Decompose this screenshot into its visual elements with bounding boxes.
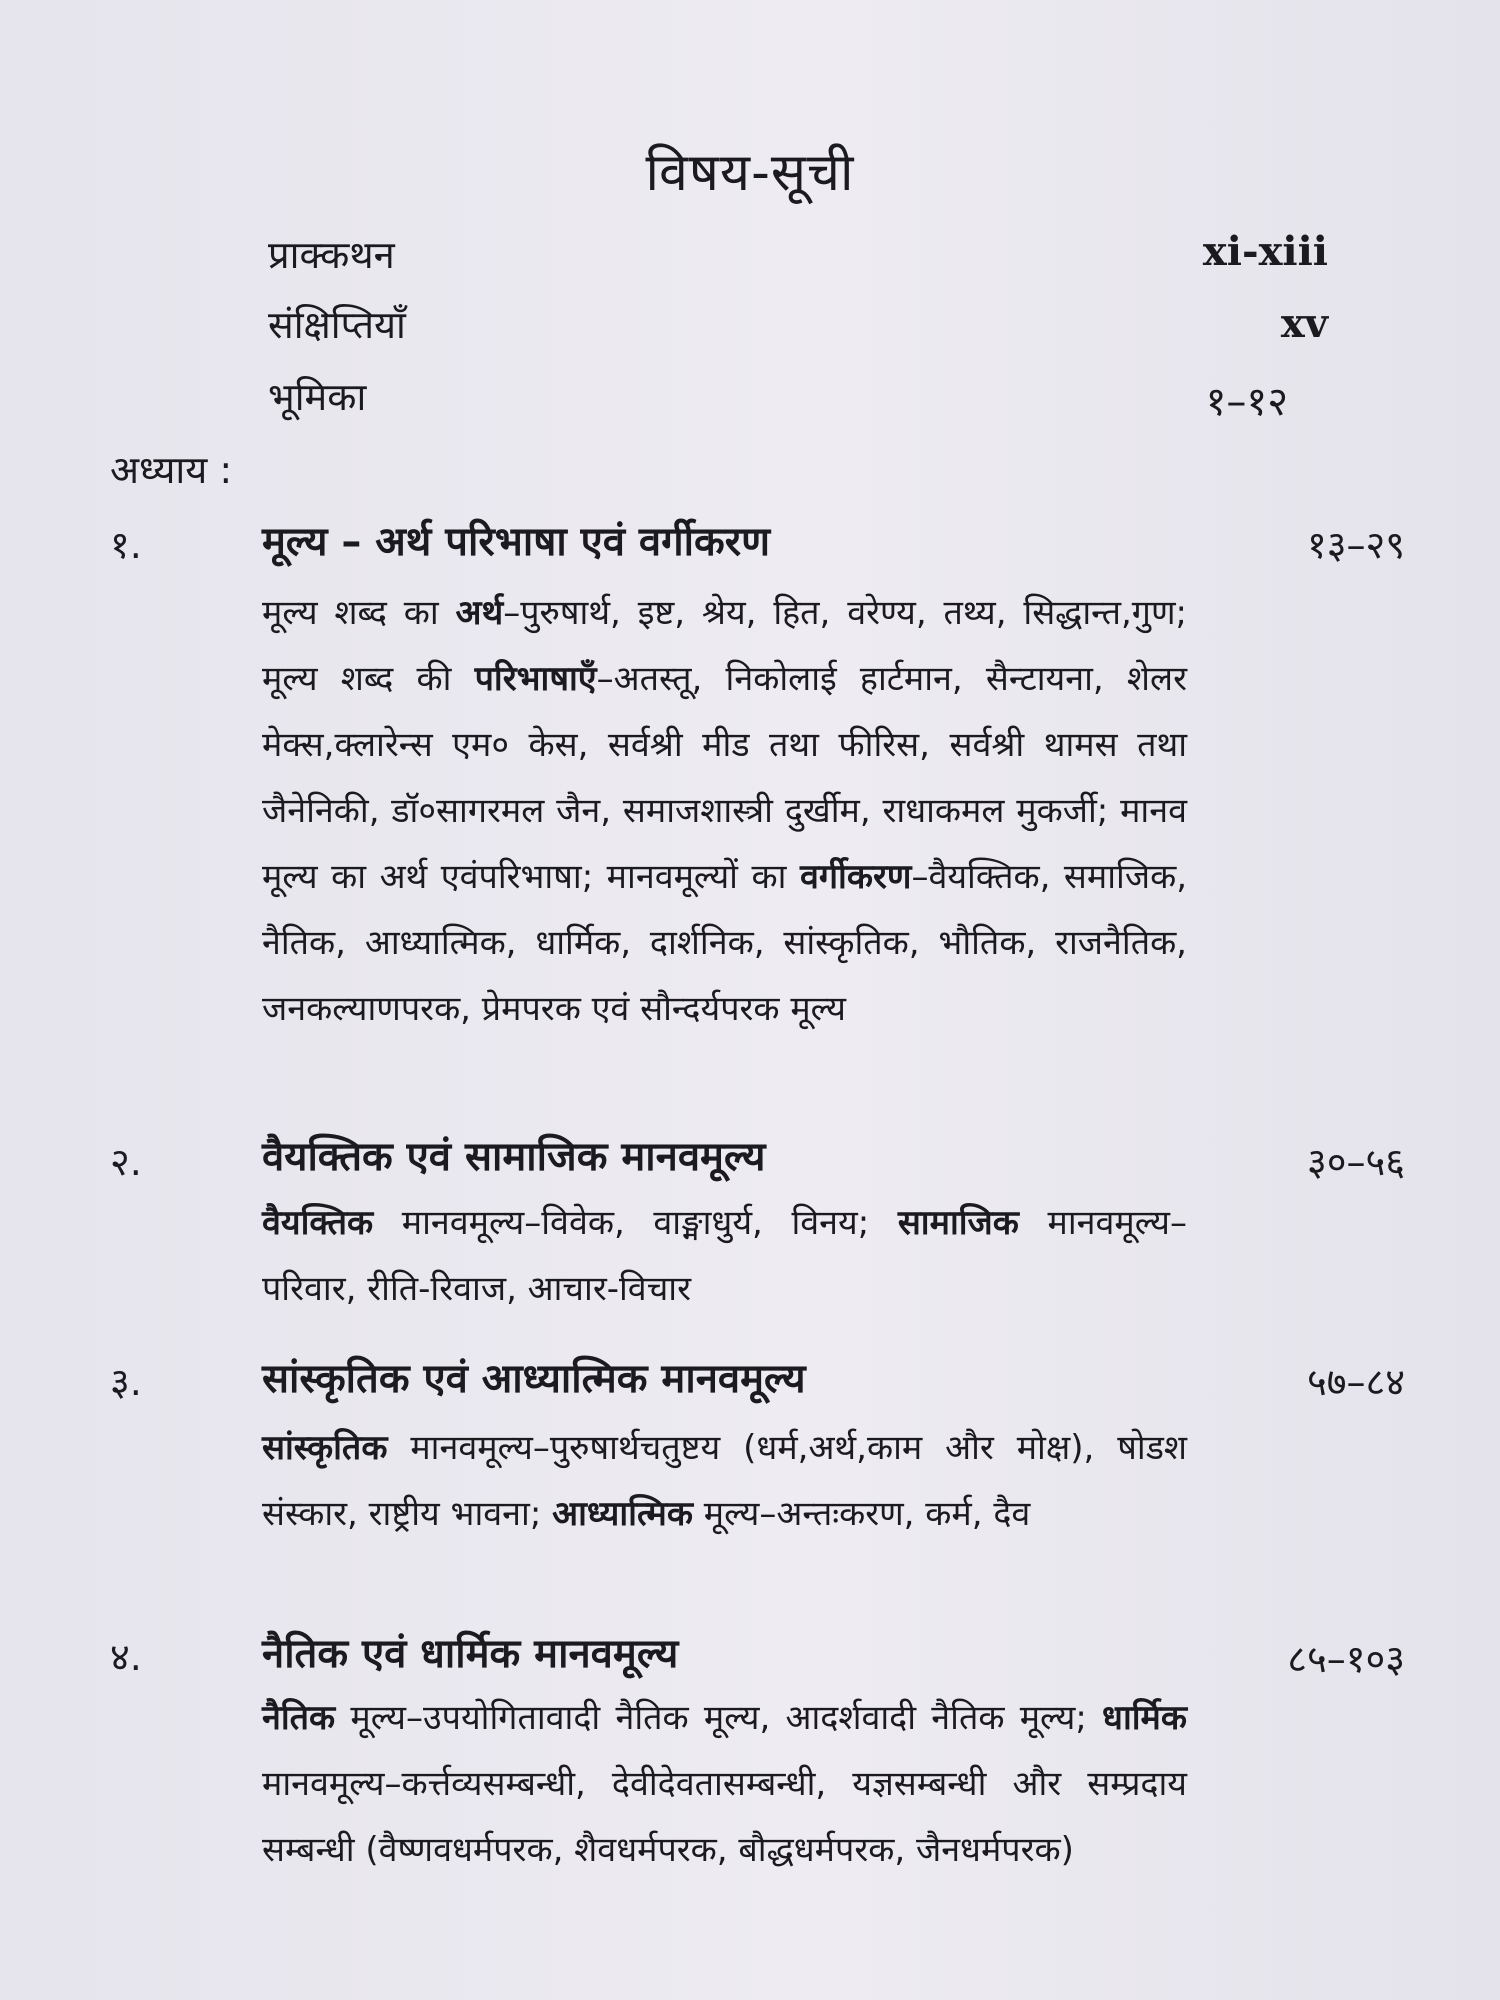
page-title: विषय-सूची [645, 143, 855, 203]
description-keyword: वर्गीकरण [799, 857, 912, 897]
chapters-heading: अध्याय : [110, 448, 233, 492]
description-text: मूल्य–अन्तःकरण, कर्म, दैव [692, 1494, 1031, 1534]
front-matter-pages-preface: xi-xiii [1202, 228, 1328, 275]
description-text: मानवमूल्य–पुरुषार्थचतुष्टय (धर्म,अर्थ,काम और मोक्ष), षोडश संस्कार, राष्ट्रीय भावना; [262, 1428, 1187, 1534]
chapter-title: मूल्य – अर्थ परिभाषा एवं वर्गीकरण [262, 519, 771, 565]
chapter-number: १. [110, 523, 142, 567]
description-text: मानवमूल्य–विवेक, वाङ्माधुर्य, विनय; [373, 1203, 898, 1243]
chapter-description [262, 1190, 1187, 1322]
chapter-title: नैतिक एवं धार्मिक मानवमूल्य [262, 1631, 679, 1677]
chapter-pages: ८५–१०३ [1287, 1637, 1405, 1681]
description-keyword: नैतिक [262, 1698, 336, 1738]
chapter-number: ३. [110, 1360, 142, 1404]
description-keyword: सामाजिक [897, 1203, 1019, 1243]
description-text: मूल्य–उपयोगितावादी नैतिक मूल्य, आदर्शवादी नैतिक मूल्य; [335, 1698, 1103, 1738]
description-keyword: परिभाषाएँ [474, 659, 597, 699]
description-text: मानवमूल्य–परिवार, रीति-रिवाज, आचार-विचार [262, 1203, 1188, 1309]
chapter-description [262, 1415, 1187, 1547]
description-keyword: आध्यात्मिक [552, 1494, 693, 1534]
chapter-description [262, 1685, 1187, 1883]
front-matter-label-introduction: भूमिका [268, 375, 367, 419]
description-keyword: वैयक्तिक [262, 1203, 374, 1243]
chapter-number: ४. [110, 1635, 142, 1679]
description-keyword: धार्मिक [1102, 1698, 1187, 1738]
description-text: मूल्य शब्द का [262, 593, 456, 633]
front-matter-label-abbreviations: संक्षिप्तियाँ [268, 303, 406, 347]
description-text: –अतस्तू, निकोलाई हार्टमान, सैन्टायना, शेलर मेक्स,क्लारेन्स एम० केस, सर्वश्री मीड तथा फीरिस, सर्वश्री थामस तथा जैनेनिकी, डॉ०सागरमल जैन, समाजशास्त्री दुर्खीम, राधाकमल मुकर्जी; मानव मूल्य का अर्थ एवंपरिभाषा; मानवमूल्यों का [262, 659, 1187, 897]
chapter-title: सांस्कृतिक एवं आध्यात्मिक मानवमूल्य [262, 1356, 806, 1402]
chapter-description [262, 580, 1187, 1042]
chapter-pages: १३–२९ [1306, 523, 1405, 567]
front-matter-pages-introduction: १–१२ [1205, 379, 1288, 425]
chapter-title: वैयक्तिक एवं सामाजिक मानवमूल्य [262, 1134, 766, 1180]
description-keyword: सांस्कृतिक [262, 1428, 388, 1468]
description-text: –वैयक्तिक, समाजिक, नैतिक, आध्यात्मिक, धार्मिक, दार्शनिक, सांस्कृतिक, भौतिक, राजनैतिक, जनकल्याणपरक, प्रेमपरक एवं सौन्दर्यपरक मूल्य [262, 857, 1187, 1029]
description-keyword: अर्थ [455, 593, 504, 633]
chapter-number: २. [110, 1140, 142, 1184]
chapter-pages: ३०–५६ [1306, 1140, 1405, 1184]
description-text: मानवमूल्य–कर्त्तव्यसम्बन्धी, देवीदेवतासम्बन्धी, यज्ञसम्बन्धी और सम्प्रदाय सम्बन्धी (वैष्णवधर्मपरक, शैवधर्मपरक, बौद्धधर्मपरक, जैनधर्मपरक) [262, 1764, 1187, 1870]
chapter-pages: ५७–८४ [1306, 1360, 1405, 1404]
description-text: –पुरुषार्थ, इष्ट, श्रेय, हित, वरेण्य, तथ्य, सिद्धान्त,गुण; मूल्य शब्द की [262, 593, 1187, 699]
front-matter-pages-abbreviations: xv [1280, 300, 1328, 347]
front-matter-label-preface: प्राक्कथन [268, 233, 395, 277]
